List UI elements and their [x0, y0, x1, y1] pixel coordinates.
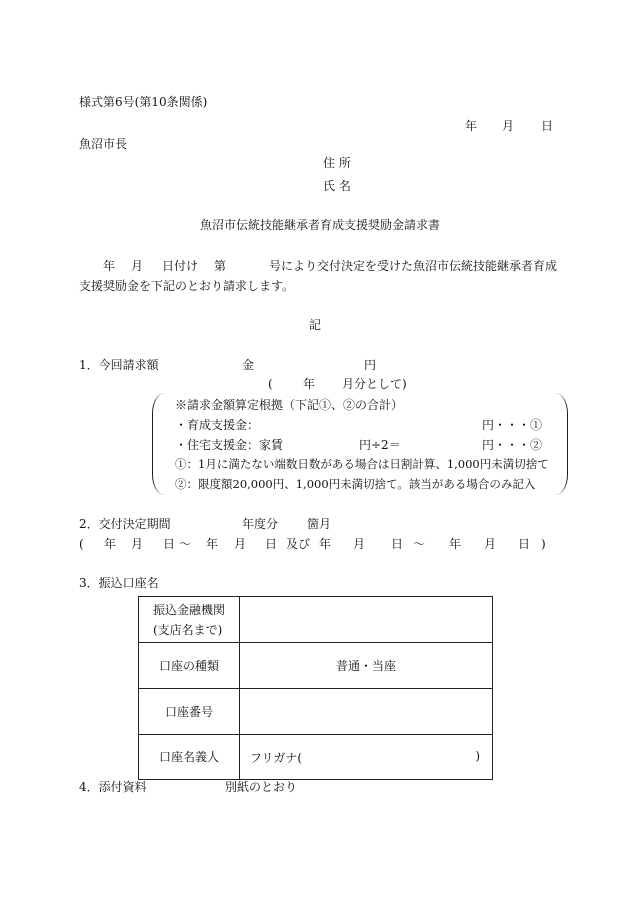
name-label: 氏 名: [323, 179, 351, 193]
item2-fiscal: 年度分: [242, 517, 279, 531]
body-year: 年: [103, 259, 116, 273]
period-tilde: ～: [413, 537, 426, 551]
item1-paren-year: 年: [303, 377, 316, 391]
calc-note-1: ①：1月に満たない端数日数がある場合は日割計算、1,000円未満切捨て: [175, 457, 549, 471]
date-year-label: 年: [465, 119, 478, 133]
housing-support-calc: 円÷2＝: [359, 438, 401, 452]
item1-label: 1．今回請求額: [79, 358, 159, 372]
item2-months: 箇月: [307, 517, 332, 531]
item1-yen: 円: [364, 358, 377, 372]
item3-label: 3．振込口座名: [79, 576, 159, 590]
table-row: [139, 689, 493, 735]
housing-support-label: ・住宅支援金：家賃: [175, 438, 284, 452]
account-type-label: 口座の種類: [139, 643, 240, 689]
account-holder-label: 口座名義人: [139, 735, 240, 780]
item2-label: 2．交付決定期間: [79, 517, 171, 531]
item1-paren-open: (: [268, 377, 273, 391]
period-month-2: 月: [234, 537, 247, 551]
addressee: 魚沼市長: [79, 137, 128, 151]
table-row: [139, 597, 493, 643]
item4-value: 別紙のとおり: [225, 780, 298, 794]
account-number-label: 口座番号: [139, 689, 240, 735]
item4-label: 4．添付資料: [79, 780, 147, 794]
period-paren-close: ): [541, 537, 546, 551]
table-row: [139, 735, 493, 780]
period-year-1: 年: [104, 537, 117, 551]
body-month: 月: [131, 259, 144, 273]
period-paren-open: (: [79, 537, 84, 551]
calc-note-title: ※請求金額算定根拠（下記①、②の合計）: [175, 398, 404, 412]
body-line2: 支援奨励金を下記のとおり請求します。: [79, 279, 295, 293]
housing-support-yen: 円・・・②: [482, 438, 543, 452]
period-year-3: 年: [319, 537, 332, 551]
table-row: [139, 643, 493, 689]
bank-account-table: [138, 596, 493, 780]
item1-paren-month: 月分として): [342, 377, 407, 391]
furigana-label: フリガナ(: [250, 750, 303, 765]
furigana-close: ): [475, 748, 480, 763]
account-number-value[interactable]: [240, 689, 493, 735]
date-day-label: 日: [541, 119, 554, 133]
calc-note-2: ②：限度額20,000円、1,000円未満切捨て。該当がある場合のみ記入: [175, 477, 536, 491]
period-day-1: 日 ～: [163, 537, 191, 551]
period-day-3: 日: [391, 537, 404, 551]
document-title: 魚沼市伝統技能継承者育成支援奨励金請求書: [200, 218, 441, 232]
item1-kin: 金: [242, 358, 255, 372]
form-number: 様式第6号(第10条関係): [79, 95, 208, 109]
period-day-2: 日: [265, 537, 278, 551]
bank-institution-label: 振込金融機関 (支店名まで): [139, 597, 240, 643]
account-holder-value[interactable]: [240, 735, 493, 780]
training-support-label: ・育成支援金：: [175, 418, 260, 432]
ki-label: 記: [309, 318, 322, 332]
training-support-yen: 円・・・①: [482, 418, 543, 432]
period-month-4: 月: [484, 537, 497, 551]
bank-institution-value[interactable]: [240, 597, 493, 643]
period-year-4: 年: [449, 537, 462, 551]
period-month-1: 月: [131, 537, 144, 551]
account-type-value[interactable]: 普通・当座: [240, 643, 493, 689]
body-day-dated: 日付け: [162, 259, 199, 273]
address-label: 住 所: [323, 156, 351, 170]
period-year-2: 年: [206, 537, 219, 551]
body-line1-rest: 号により交付決定を受けた魚沼市伝統技能継承者育成: [269, 259, 558, 273]
period-month-3: 月: [353, 537, 366, 551]
period-day-4: 日: [518, 537, 531, 551]
body-dai: 第: [214, 259, 227, 273]
date-month-label: 月: [502, 119, 515, 133]
period-and: 及び: [286, 537, 311, 551]
